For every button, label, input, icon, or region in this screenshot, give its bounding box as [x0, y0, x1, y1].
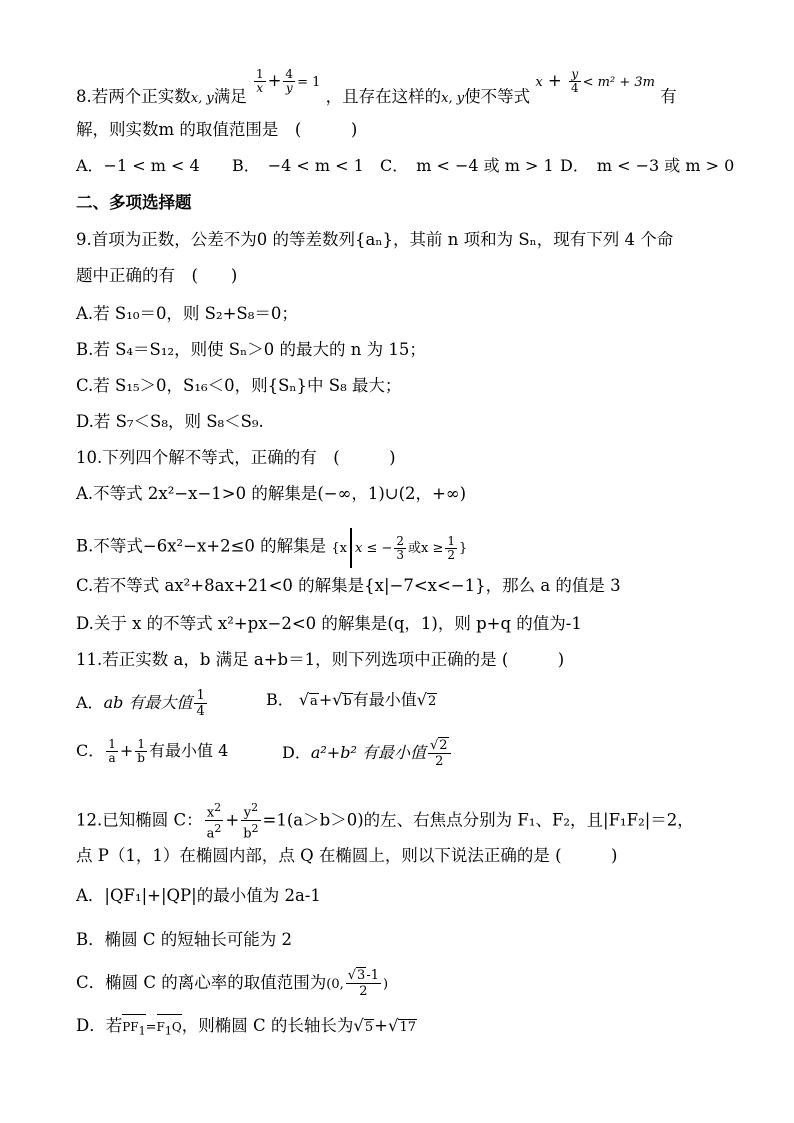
q8-satisfy: 满足	[213, 87, 247, 106]
q10-line1: 10.下列四个解不等式，正确的有 ( )	[76, 448, 396, 467]
q8-condition-eq: = 1	[297, 75, 321, 90]
section-heading: 二、多项选择题	[76, 193, 192, 212]
q11-option-c: C． $\frac{1}{a}$ + $\frac{1}{b}$ 有最小值 4	[76, 737, 229, 765]
q12-option-d: D．若$PF_1=F_1Q$，则椭圆 C 的长轴长为√5+√17	[76, 1014, 417, 1043]
q8-exists: ，且存在这样的	[325, 87, 442, 106]
q11-line1: 11.若正实数 a，b 满足 a+b＝1，则下列选项中正确的是 ( )	[76, 650, 565, 669]
q12-option-a: A．|QF₁|+|QP|的最小值为 2a-1	[76, 886, 321, 905]
q12-line1: 12.已知椭圆 C： $\frac{x^2}{a^2}$ + $\frac{y^2}{b^2}$ =1(a＞b＞0)的左、右焦点分别为 F₁、F₂，且|F₁F₂|＝2，	[76, 801, 694, 842]
q10-option-a: A.不等式 2x²−x−1>0 的解集是(−∞，1)∪(2，+∞)	[76, 484, 467, 503]
q8-vars: x, y	[190, 91, 214, 106]
q8-option-b: B． −4 < m < 1	[232, 156, 364, 175]
q10-option-b	[76, 528, 467, 568]
q8-line2: 解，则实数m 的取值范围是 ( )	[76, 120, 358, 139]
q11-option-d: D．a²+b² 有最小值 $\frac{√2}{2}$	[282, 738, 453, 769]
q8-option-d: D． m < −3 或 m > 0	[560, 156, 735, 175]
q9-option-c: C.若 S₁₅＞0，S₁₆＜0，则{Sₙ}中 S₈ 最大；	[76, 376, 402, 395]
q8-option-a: A．−1 < m < 4	[76, 156, 200, 175]
q9-option-a: A.若 S₁₀＝0，则 S₂+S₈＝0；	[76, 304, 298, 323]
q12-option-c: C．椭圆 C 的离心率的取值范围为(0, $\frac{√3-1}{2}$ )	[76, 968, 389, 999]
q10-b-text: B.不等式−6x²−x+2≤0 的解集是	[76, 536, 327, 556]
q9-line1: 9.首项为正数，公差不为0 的等差数列{aₙ}，其前 n 项和为 Sₙ，现有下列 4 个命	[76, 230, 674, 249]
q8-make-ineq: 使不等式	[464, 87, 531, 106]
q11-option-b: B． √a+√b有最小值√2	[266, 690, 437, 709]
q8-option-c: C． m < −4 或 m > 1	[380, 156, 554, 175]
q10-b-set: {x x ≤ − $\frac{2}{3}$ 或x ≥ $\frac{1}{2}$ }	[331, 541, 467, 556]
q8-condition-formula: $\frac{1}{x}$ + $\frac{4}{y}$ = 1	[255, 67, 321, 95]
q10-option-d: D.关于 x 的不等式 x²+px−2<0 的解集是(q，1)，则 p+q 的值为-1	[76, 614, 582, 633]
q11-option-a: A．ab 有最大值 $\frac{1}{4}$	[76, 688, 205, 719]
q10-option-c: C.若不等式 ax²+8ax+21<0 的解集是{x|−7<x<−1}，那么 a 的值是 3	[76, 576, 621, 595]
q9-line2: 题中正确的有 ( )	[76, 266, 238, 285]
q9-option-b: B.若 S₄＝S₁₂，则使 Sₙ＞0 的最大的 n 为 15；	[76, 340, 426, 359]
q12-line2: 点 P（1，1）在椭圆内部，点 Q 在椭圆上，则以下说法正确的是 ( )	[76, 846, 618, 865]
q8-has: 有	[660, 87, 677, 106]
q8-vars-2: x, y	[441, 91, 465, 106]
q8-stem-start: 8.若两个正实数	[76, 87, 191, 106]
q9-option-d: D.若 S₇＜S₈，则 S₈＜S₉.	[76, 412, 264, 431]
q8-ineq-tail: < m² + 3m	[582, 75, 655, 90]
q12-option-b: B．椭圆 C 的短轴长可能为 2	[76, 930, 292, 949]
q8-line1	[76, 67, 677, 111]
q8-inequality-formula: x + $\frac{y}{4}$ < m² + 3m	[535, 67, 655, 95]
